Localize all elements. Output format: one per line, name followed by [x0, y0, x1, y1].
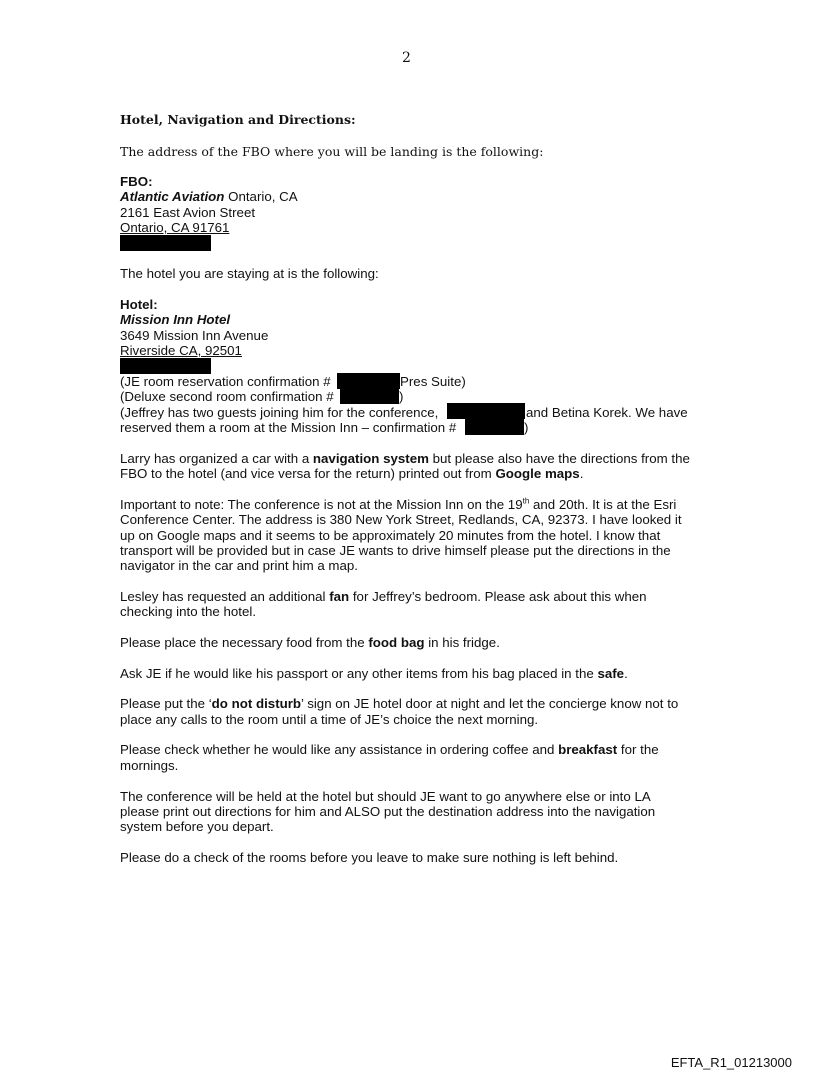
reservation-line-4b: ) [524, 420, 529, 435]
important-line-5: navigator in the car and print him a map. [120, 558, 358, 573]
important-line-2: Conference Center. The address is 380 New York Street, Redlands, CA, 92373. I have looked it [120, 512, 682, 527]
important-line-3: up on Google maps and it seems to be approximately 20 minutes from the hotel. I know that [120, 528, 661, 543]
redaction-box [340, 388, 399, 404]
fbo-street: 2161 East Avion Street [120, 205, 256, 220]
page-number: 2 [402, 50, 411, 66]
coffee-line-2: mornings. [120, 758, 179, 773]
dnd-line-1: Please put the ‘do not disturb’ sign on JE hotel door at night and let the concierge know not to [120, 696, 679, 711]
lesley-line-1: Lesley has requested an additional fan for Jeffrey’s bedroom. Please ask about this when [120, 589, 647, 604]
redaction-box [465, 419, 524, 435]
reservation-line-2a: (Deluxe second room confirmation # [120, 389, 334, 404]
redaction-box [120, 358, 211, 374]
lesley-line-2: checking into the hotel. [120, 604, 257, 619]
hotel-name-line [120, 312, 230, 328]
section-heading: Hotel, Navigation and Directions: [120, 112, 356, 127]
hotel-intro: The hotel you are staying at is the following: [120, 266, 379, 281]
fbo-intro: The address of the FBO where you will be landing is the following: [120, 144, 544, 159]
fbo-name-line: Atlantic Aviation Ontario, CA [120, 189, 298, 204]
reservation-line-4a: reserved them a room at the Mission Inn – confirmation # [120, 420, 457, 435]
document-id: EFTA_R1_01213000 [670, 1055, 792, 1070]
redaction-box [337, 373, 400, 389]
coffee-line-1: Please check whether he would like any assistance in ordering coffee and breakfast for the [120, 742, 659, 757]
fbo-city-zip: Ontario, CA 91761 [120, 220, 230, 235]
fbo-name: Atlantic Aviation [120, 189, 225, 204]
larry-line-1: Larry has organized a car with a navigation system but please also have the directions from the [120, 451, 690, 466]
hotel-street: 3649 Mission Inn Avenue [120, 328, 269, 343]
hotel-city-zip: Riverside CA, 92501 [120, 343, 242, 358]
conference-line-1: The conference will be held at the hotel but should JE want to go anywhere else or into LA [120, 789, 651, 804]
safe-line: Ask JE if he would like his passport or any other items from his bag placed in the safe. [120, 666, 628, 681]
closing-line: Please do a check of the rooms before you leave to make sure nothing is left behind. [120, 850, 619, 865]
hotel-name: Mission Inn Hotel [120, 312, 231, 327]
conference-line-2: please print out directions for him and ALSO put the destination address into the navigation [120, 804, 656, 819]
fbo-label: FBO: [120, 174, 153, 189]
larry-line-2: FBO to the hotel (and vice versa for the return) printed out from Google maps. [120, 466, 584, 481]
redaction-box [120, 235, 211, 251]
food-line: Please place the necessary food from the food bag in his fridge. [120, 635, 500, 650]
reservation-line-3a: (Jeffrey has two guests joining him for the conference, [120, 405, 439, 420]
hotel-label: Hotel: [120, 297, 158, 312]
redaction-box [447, 403, 525, 419]
dnd-line-2: place any calls to the room until a time of JE’s choice the next morning. [120, 712, 539, 727]
reservation-line-2b: ) [399, 389, 404, 404]
reservation-line-1a: (JE room reservation confirmation # [120, 374, 331, 389]
important-line-4: transport will be provided but in case JE wants to drive himself please put the directions in the [120, 543, 671, 558]
conference-line-3: system before you depart. [120, 819, 274, 834]
important-line-1: Important to note: The conference is not at the Mission Inn on the 19th and 20th. It is at the Esri [120, 496, 677, 512]
reservation-line-3b: and Betina Korek. We have [526, 405, 688, 420]
reservation-line-1b: Pres Suite) [400, 374, 466, 389]
